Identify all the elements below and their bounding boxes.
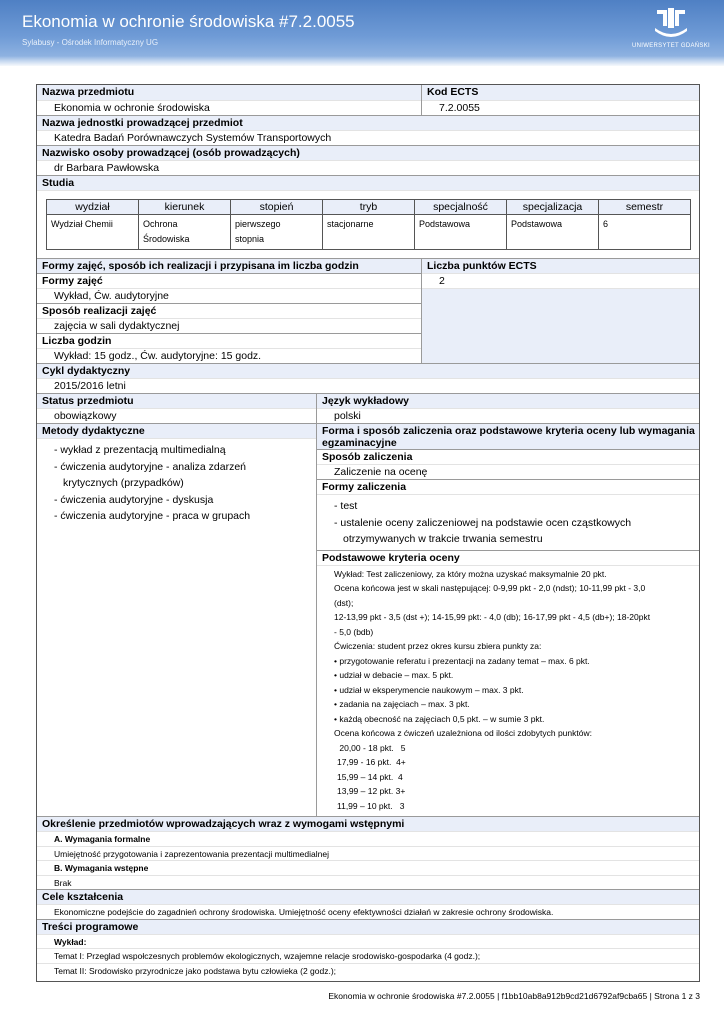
page-footer: Ekonomia w ochronie środowiska #7.2.0055 | f1bb10ab8a912b9cd21d6792af9cba65 | Strona 1 z 3 [328, 991, 700, 1001]
studia-header-cell: specjalizacja [507, 200, 599, 215]
formal-requirements-label: A. Wymagania formalne [37, 831, 699, 846]
cell-line: Ochrona [143, 219, 178, 229]
methods-list [37, 438, 316, 525]
cell-line: 6 [603, 219, 609, 229]
methods-assessment-row [37, 423, 699, 816]
university-crest-icon [653, 6, 689, 38]
cycle-value: 2015/2016 letni [37, 378, 699, 393]
studia-cell-wydzial [47, 215, 139, 250]
status-row [37, 393, 699, 423]
cell-line: Wydział Chemii [51, 219, 113, 229]
grade-line: 13,99 – 12 pkt. 3+ [337, 786, 406, 796]
teachers-label: Nazwisko osoby prowadzącej (osób prowadzących) [37, 145, 699, 160]
cell-line: stopnia [235, 234, 265, 244]
cell-line: Środowiska [143, 234, 190, 244]
university-name: UNIWERSYTET GDAŃSKI [632, 43, 710, 49]
prereq-label: Określenie przedmiotów wprowadzających wraz z wymogami wstępnymi [37, 816, 699, 831]
studia-header-cell: tryb [323, 200, 415, 215]
list-item: krytycznych (przypadków) [63, 477, 184, 489]
ects-points-label: Liczba punktów ECTS [422, 258, 699, 273]
criteria-line: • udział w debacie – max. 5 pkt. [334, 670, 454, 680]
grade-line: 17,99 - 16 pkt. 4+ [337, 757, 406, 767]
goals-label: Cele kształcenia [37, 889, 699, 904]
assessment-method-value: Zaliczenie na ocenę [317, 464, 699, 479]
studia-cell-semestr [599, 215, 691, 250]
ects-code-label: Kod ECTS [422, 85, 699, 100]
criteria-line: - 5,0 (bdb) [334, 626, 374, 637]
criteria-line: Ocena końcowa z ćwiczeń uzależniona od ilości zdobytych punktów: [334, 728, 592, 738]
subject-name-label: Nazwa przedmiotu [37, 85, 421, 100]
hours-value: Wykład: 15 godz., Ćw. audytoryjne: 15 godz. [37, 348, 421, 363]
syllabus-document [36, 84, 700, 982]
cell-line: pierwszego [235, 219, 281, 229]
studia-cell-specjalnosc [415, 215, 507, 250]
page-banner [0, 0, 724, 66]
criteria-label: Podstawowe kryteria oceny [317, 550, 699, 565]
criteria-line: • zadania na zajęciach – max. 3 pkt. [334, 699, 470, 709]
list-item: - test [334, 500, 358, 512]
assessment-label: Forma i sposób zaliczenia oraz podstawowe kryteria oceny lub wymagania egzaminacyjne [317, 423, 699, 449]
forms-label: Formy zajęć [37, 273, 421, 288]
status-label: Status przedmiotu [37, 393, 316, 408]
ects-points-value: 2 [422, 273, 699, 288]
content-label: Treści programowe [37, 919, 699, 934]
studia-cell-kierunek [139, 215, 231, 250]
realization-value: zajęcia w sali dydaktycznej [37, 318, 421, 333]
list-item: - ćwiczenia audytoryjne - praca w grupach [54, 510, 251, 522]
studia-cell-stopien [231, 215, 323, 250]
studia-section [37, 190, 699, 258]
studia-header-cell: stopień [231, 200, 323, 215]
assessment-method-label: Sposób zaliczenia [317, 449, 699, 464]
cell-line: stacjonarne [327, 219, 374, 229]
list-item: - ćwiczenia audytoryjne - dyskusja [54, 493, 214, 506]
university-logo [626, 6, 716, 52]
topic-line: Temat II: Srodowisko przyrodnicze jako podstawa bytu człowieka (2 godz.); [37, 963, 699, 981]
studia-label: Studia [37, 175, 699, 190]
cycle-label: Cykl dydaktyczny [37, 363, 699, 378]
realization-label: Sposób realizacji zajęć [37, 303, 421, 318]
language-value: polski [317, 408, 699, 423]
studia-table [46, 199, 691, 250]
criteria-line: Ćwiczenia: student przez okres kursu zbiera punkty za: [334, 641, 542, 651]
studia-header-cell: wydział [47, 200, 139, 215]
criteria-line: 12-13,99 pkt - 3,5 (dst +); 14-15,99 pkt: - 4,0 (db); 16-17,99 pkt - 4,5 (db+); 18-20pkt [334, 612, 651, 622]
goals-value: Ekonomiczne podejście do zagadnień ochrony środowiska. Umiejętność oceny efektywności działań w zakresie ochrony środowiska. [37, 904, 699, 919]
grade-line: 11,99 – 10 pkt. 3 [337, 800, 405, 811]
forms-value: Wykład, Ćw. audytoryjne [37, 288, 421, 303]
subject-name-row [37, 85, 699, 115]
entry-requirements-label: B. Wymagania wstępne [37, 860, 699, 875]
criteria-line: Ocena końcowa jest w skali następującej: 0-9,99 pkt - 2,0 (ndst); 10-11,99 pkt - 3,0 [334, 583, 646, 593]
ects-points-filler [422, 288, 699, 363]
forms-section-label: Formy zajęć, sposób ich realizacji i przypisana im liczba godzin [37, 258, 421, 273]
grade-line: 20,00 - 18 pkt. 5 [337, 742, 406, 753]
unit-value: Katedra Badań Porównawczych Systemów Transportowych [37, 130, 699, 145]
studia-cell-tryb [323, 215, 415, 250]
hours-label: Liczba godzin [37, 333, 421, 348]
criteria-line: • udział w eksperymencie naukowym – max. 3 pkt. [334, 684, 524, 695]
list-item: - wykład z prezentacją multimedialną [54, 444, 226, 456]
subject-name-value: Ekonomia w ochronie środowiska [37, 100, 421, 115]
document-title: Ekonomia w ochronie środowiska #7.2.0055 [22, 12, 355, 31]
studia-header-cell: semestr [599, 200, 691, 215]
ects-code-value: 7.2.0055 [422, 100, 699, 115]
studia-cell-specjalizacja [507, 215, 599, 250]
document-subtitle: Sylabusy - Ośrodek Informatyczny UG [22, 38, 159, 47]
studia-header-cell: specjalność [415, 200, 507, 215]
formal-requirements-value: Umiejętność przygotowania i zaprezentowania prezentacji multimedialnej [37, 846, 699, 861]
criteria-line: • każdą obecność na zajęciach 0,5 pkt. – w sumie 3 pkt. [334, 713, 545, 724]
forms-section [37, 258, 699, 363]
cell-line: Podstawowa [511, 219, 563, 229]
unit-label: Nazwa jednostki prowadzącej przedmiot [37, 115, 699, 130]
studia-header-cell: kierunek [139, 200, 231, 215]
assessment-forms-label: Formy zaliczenia [317, 479, 699, 494]
criteria-line: Wykład: Test zaliczeniowy, za który można uzyskać maksymalnie 20 pkt. [334, 568, 607, 579]
lecture-label: Wykład: [37, 934, 699, 949]
entry-requirements-value: Brak [37, 875, 699, 890]
list-item: - ćwiczenia audytoryjne - analiza zdarzeń [54, 460, 247, 473]
cell-line: Podstawowa [419, 219, 471, 229]
list-item: - ustalenie oceny zaliczeniowej na podstawie ocen cząstkowych [334, 516, 632, 529]
topic-line: Temat I: Przeglad wspołczesnych problemów ekologicznych, wzajemne relacje srodowisko-gospodarka (4 godz.); [37, 948, 699, 963]
studia-data-row [47, 215, 691, 250]
assessment-forms-list [317, 494, 699, 550]
criteria-line: • przygotowanie referatu i prezentacji na zadany temat – max. 6 pkt. [334, 655, 590, 666]
studia-header-row [47, 200, 691, 215]
criteria-line: (dst); [334, 597, 354, 608]
language-label: Język wykładowy [317, 393, 699, 408]
list-item: otrzymywanych w trakcie trwania semestru [343, 533, 543, 545]
methods-label: Metody dydaktyczne [37, 423, 316, 438]
criteria-list [317, 565, 699, 817]
grade-line: 15,99 – 14 pkt. 4 [337, 771, 403, 782]
teachers-value: dr Barbara Pawłowska [37, 160, 699, 175]
status-value: obowiązkowy [37, 408, 316, 423]
